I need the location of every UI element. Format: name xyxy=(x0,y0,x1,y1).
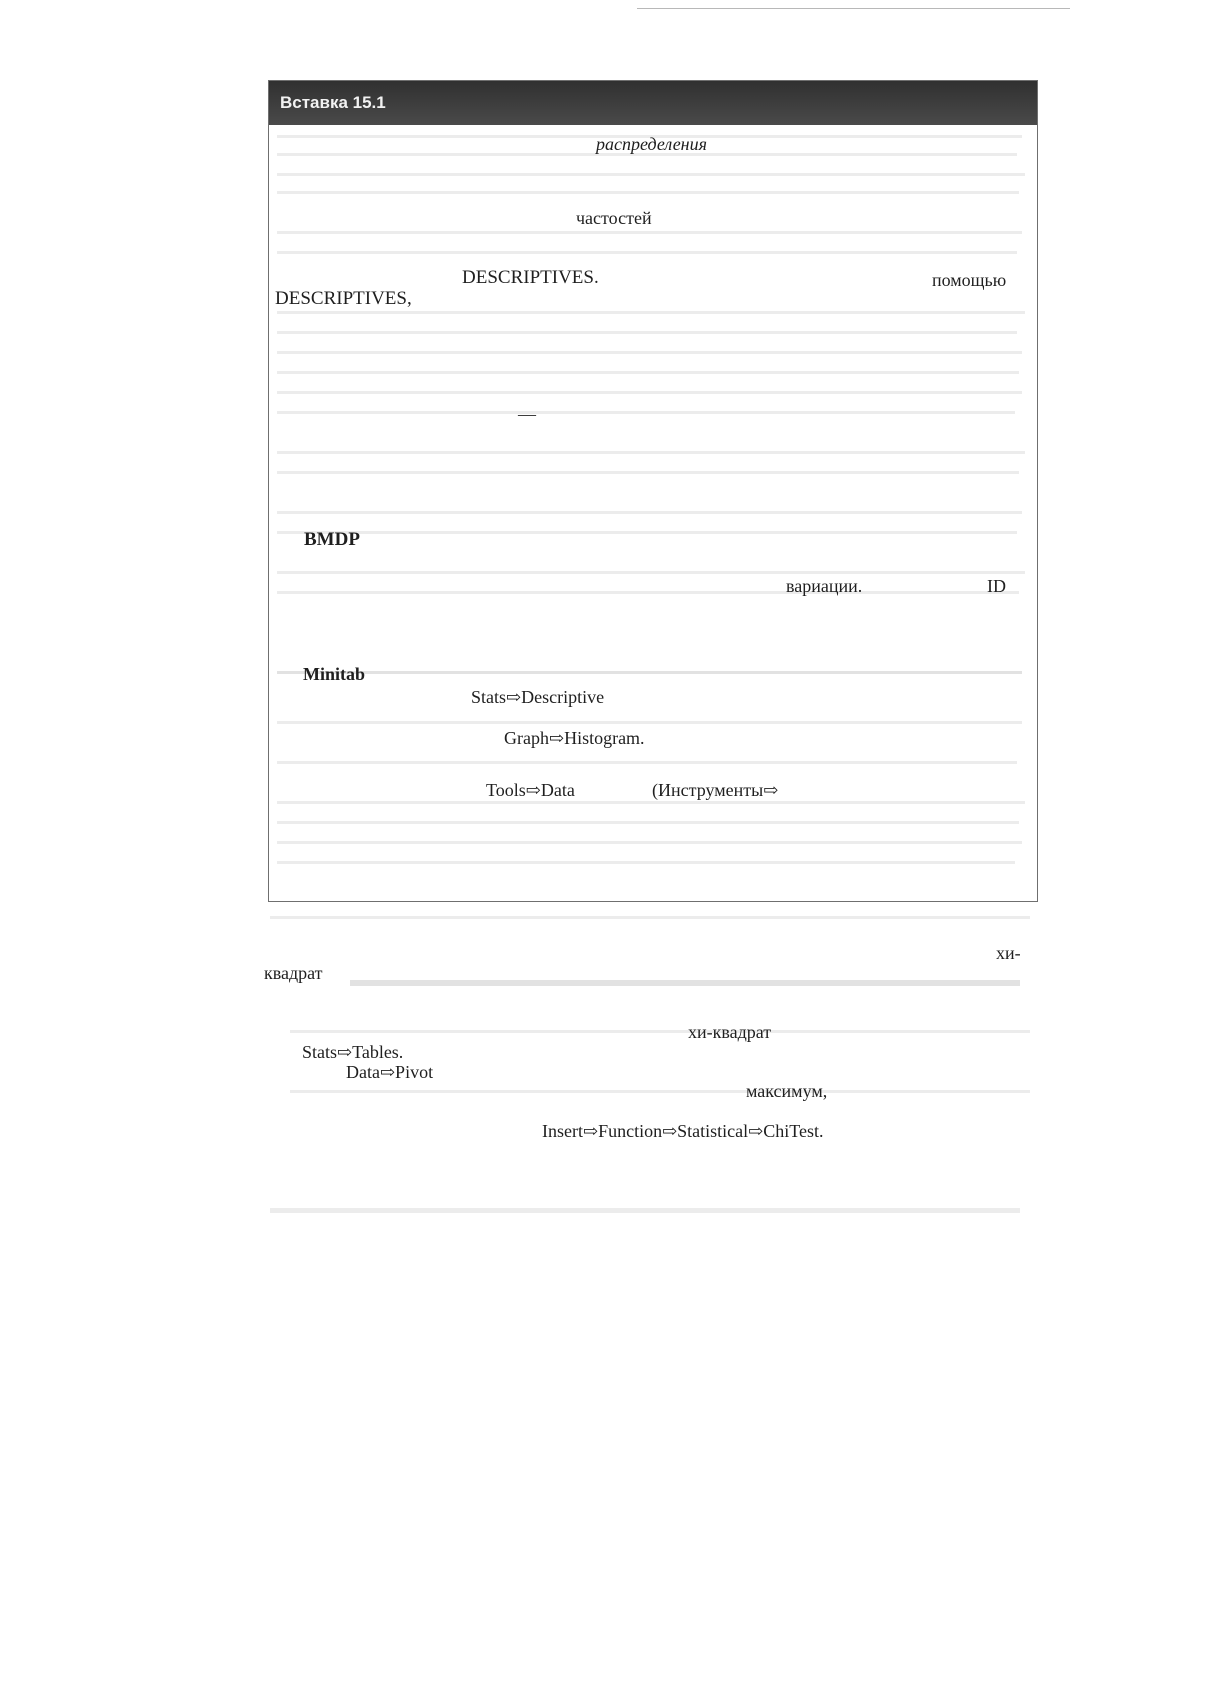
word-square: квадрат xyxy=(264,963,323,983)
word-minitab: Minitab xyxy=(303,664,366,684)
word-instruments: (Инструменты⇨ xyxy=(652,780,779,800)
stats-descriptive-path: Stats⇨Descriptive xyxy=(471,687,605,707)
word-variation: вариации. xyxy=(786,576,863,596)
faded-line xyxy=(277,571,1025,574)
faded-line xyxy=(277,311,1025,314)
faded-line xyxy=(277,411,1015,414)
data-pivot-path: Data⇨Pivot xyxy=(346,1062,434,1082)
faded-line xyxy=(270,1208,1020,1213)
insert-function-path: Insert⇨Function⇨Statistical⇨ChiTest. xyxy=(542,1121,824,1141)
faded-line xyxy=(290,1090,1030,1093)
sidebar-title: Вставка 15.1 xyxy=(269,81,1037,125)
faded-line xyxy=(277,471,1019,474)
faded-line xyxy=(277,451,1025,454)
tools-data-path: Tools⇨Data xyxy=(486,780,575,800)
faded-line xyxy=(277,251,1017,254)
faded-line xyxy=(277,821,1019,824)
word-descriptives-2: DESCRIPTIVES, xyxy=(275,288,412,309)
faded-line xyxy=(277,671,1022,674)
graph-histogram-path: Graph⇨Histogram. xyxy=(504,728,645,748)
faded-line xyxy=(277,371,1019,374)
faded-line xyxy=(290,1030,1030,1033)
faded-line xyxy=(277,761,1017,764)
faded-heading xyxy=(350,980,1020,986)
word-distribution: распределения xyxy=(596,134,707,154)
word-with-help: помощью xyxy=(932,270,1007,290)
page-top-rule xyxy=(637,8,1070,9)
faded-line xyxy=(277,231,1022,234)
faded-line xyxy=(270,916,1030,919)
word-chi-fragment: хи- xyxy=(996,943,1021,963)
faded-line xyxy=(277,351,1022,354)
word-bmdp: BMDP xyxy=(304,529,360,550)
word-descriptives-1: DESCRIPTIVES. xyxy=(462,267,599,288)
faded-line xyxy=(277,841,1022,844)
faded-line xyxy=(277,861,1015,864)
word-frequencies: частостей xyxy=(576,208,652,228)
faded-line xyxy=(277,721,1022,724)
faded-line xyxy=(277,173,1025,176)
stats-tables-path: Stats⇨Tables. xyxy=(302,1042,404,1062)
sidebar-box xyxy=(268,80,1038,902)
faded-line xyxy=(277,331,1017,334)
word-maximum: максимум, xyxy=(746,1081,828,1101)
faded-line xyxy=(277,591,1019,594)
word-chi-square: хи-квадрат xyxy=(688,1022,772,1042)
dash-mark: — xyxy=(518,404,536,424)
word-id: ID xyxy=(987,576,1006,596)
faded-line xyxy=(277,191,1019,194)
faded-line xyxy=(277,391,1022,394)
faded-line xyxy=(277,531,1017,534)
faded-line xyxy=(277,801,1025,804)
faded-line xyxy=(277,511,1022,514)
